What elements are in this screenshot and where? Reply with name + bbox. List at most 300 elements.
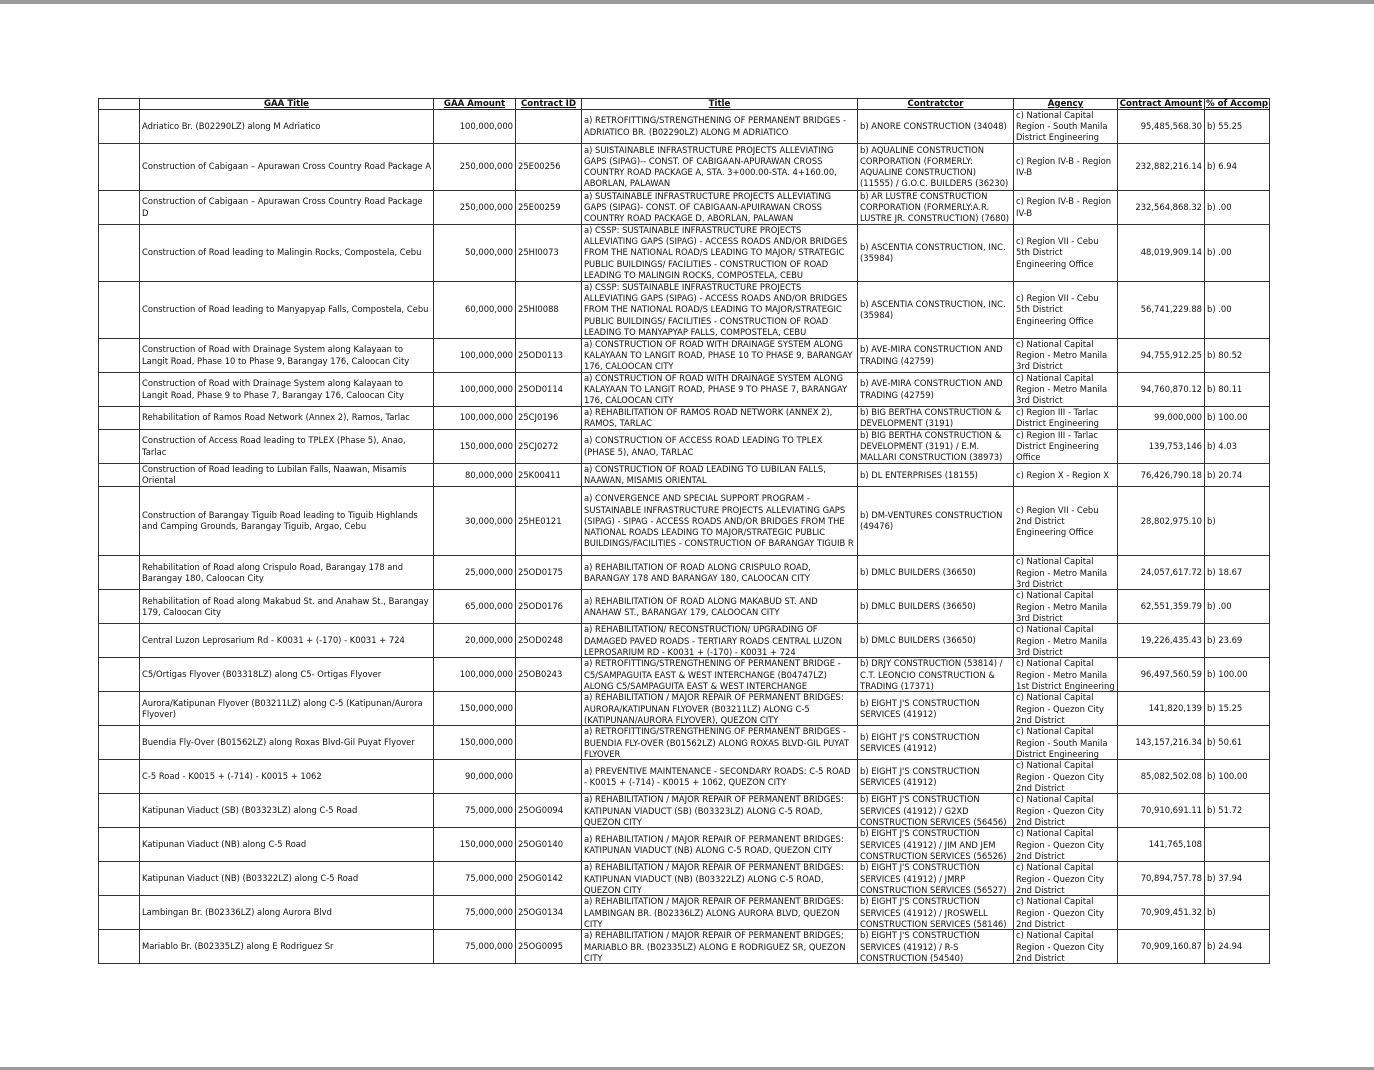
table-row	[99, 430, 1270, 464]
gaa-amount-text: 90,000,000	[465, 771, 513, 782]
agency-text: c) National Capital Region - Quezon City 2nd District	[1016, 828, 1104, 861]
project-title-cell	[582, 373, 858, 407]
gaa-title-text: Construction of Road leading to Manyapyap Falls, Compostela, Cebu	[142, 304, 429, 315]
contractor-cell	[858, 144, 1014, 191]
project-title-cell	[582, 794, 858, 828]
agency-text: c) National Capital Region - Metro Manila 3rd District	[1016, 556, 1108, 589]
table-row	[99, 862, 1270, 896]
agency-text: c) Region VII - Cebu 2nd District Engineering Office	[1016, 504, 1099, 537]
gaa-amount-text: 50,000,000	[465, 247, 513, 258]
gaa-title-cell	[140, 430, 434, 464]
contract-amount-text: 28,802,975.10	[1140, 515, 1202, 526]
gaa-amount-cell	[434, 828, 516, 862]
contractor-text: b) AR LUSTRE CONSTRUCTION CORPORATION (FORMERLY:A.R. LUSTRE JR. CONSTRUCTION) (7680)	[860, 191, 1010, 224]
accomplishment-text: b) 80.11	[1207, 383, 1243, 394]
contract-amount-text: 19,226,435.43	[1140, 635, 1202, 646]
gaa-title-text: Adriatico Br. (B02290LZ) along M Adriatico	[142, 120, 321, 131]
contract-id-text: 25E00259	[518, 201, 561, 212]
table-row	[99, 624, 1270, 658]
gaa-title-text: Katipunan Viaduct (SB) (B03323LZ) along C-5 Road	[142, 805, 358, 816]
agency-cell	[1014, 556, 1118, 590]
gaa-title-cell	[140, 828, 434, 862]
accomplishment-text: b) .00	[1207, 304, 1232, 315]
gaa-amount-text: 100,000,000	[459, 349, 513, 360]
contractor-text: b) BIG BERTHA CONSTRUCTION & DEVELOPMENT (3191)	[860, 407, 1002, 429]
contractor-text: b) EIGHT J'S CONSTRUCTION SERVICES (41912) / JMRP CONSTRUCTION SERVICES (56527)	[860, 862, 1007, 895]
gaa-title-cell	[140, 726, 434, 760]
project-title-text: a) CSSP: SUSTAINABLE INFRASTRUCTURE PROJECTS ALLEVIATING GAPS (SIPAG) - ACCESS ROADS AND/OR BRIDGES FROM THE NATIONAL ROAD/S LEADING TO MAJOR/STRATEGIC PUBLIC BUILDINGS/ FACILITIES - CONSTRUCTION OF ROAD LEADING TO MANYAPYAP FALLS, COMPOSTELA, CEBU	[584, 282, 848, 337]
contract-amount-cell	[1118, 930, 1205, 964]
contract-id-cell	[516, 191, 582, 225]
project-title-text: a) CSSP: SUSTAINABLE INFRASTRUCTURE PROJECTS ALLEVIATING GAPS (SIPAG) - ACCESS ROADS AND/OR BRIDGES FROM THE NATIONAL ROAD/S LEADING TO MAJOR/ STRATEGIC PUBLIC BUILDINGS/ FACILITIES - CONSTRUCTION OF ROAD LEADING TO MALINGIN ROCKS, COMPOSTELA, CEBU	[584, 225, 848, 280]
agency-cell	[1014, 624, 1118, 658]
gaa-title-text: Central Luzon Leprosarium Rd - K0031 + (-170) - K0031 + 724	[142, 635, 405, 646]
project-title-text: a) REHABILITATION / MAJOR REPAIR OF PERMANENT BRIDGES: KATIPUNAN VIADUCT (SB) (B03323LZ) ALONG C-5 ROAD, QUEZON CITY	[584, 794, 844, 827]
gaa-amount-cell	[434, 590, 516, 624]
table-row	[99, 487, 1270, 556]
gaa-amount-cell	[434, 794, 516, 828]
gaa-title-cell	[140, 487, 434, 556]
table-row	[99, 339, 1270, 373]
project-title-text: a) REHABILITATION / MAJOR REPAIR OF PERMANENT BRIDGES; MARIABLO BR. (B02335LZ) ALONG E RODRIGUEZ SR, QUEZON CITY	[584, 930, 846, 963]
accomplishment-cell	[1205, 487, 1270, 556]
contract-amount-text: 70,909,160.87	[1140, 941, 1202, 952]
contractor-cell	[858, 726, 1014, 760]
contract-id-cell	[516, 144, 582, 191]
project-title-cell	[582, 930, 858, 964]
contract-id-cell	[516, 464, 582, 487]
gaa-amount-cell	[434, 692, 516, 726]
agency-text: c) National Capital Region - Metro Manila 3rd District	[1016, 624, 1108, 657]
header-title: Title	[582, 99, 858, 110]
contract-amount-cell	[1118, 225, 1205, 282]
contract-amount-cell	[1118, 794, 1205, 828]
gaa-amount-text: 65,000,000	[465, 601, 513, 612]
project-title-cell	[582, 144, 858, 191]
project-title-cell	[582, 407, 858, 430]
row-index-cell	[99, 896, 140, 930]
gaa-title-cell	[140, 373, 434, 407]
gaa-title-text: Construction of Road leading to Malingin Rocks, Compostela, Cebu	[142, 247, 422, 258]
accomplishment-text: b) 4.03	[1207, 440, 1237, 451]
agency-text: c) National Capital Region - Metro Manila 3rd District	[1016, 339, 1108, 372]
gaa-amount-cell	[434, 726, 516, 760]
gaa-amount-text: 75,000,000	[465, 941, 513, 952]
contractor-text: b) ANORE CONSTRUCTION (34048)	[860, 120, 1007, 131]
header-index	[99, 99, 140, 110]
gaa-title-text: Rehabilitation of Ramos Road Network (Annex 2), Ramos, Tarlac	[142, 412, 410, 423]
contractor-cell	[858, 373, 1014, 407]
gaa-title-text: Aurora/Katipunan Flyover (B03211LZ) along C-5 (Katipunan/Aurora Flyover)	[142, 697, 423, 719]
gaa-title-text: Construction of Road with Drainage System along Kalayaan to Langit Road, Phase 10 to Phase 9, Barangay 176, Caloocan City	[142, 344, 410, 366]
contractor-text: b) DRJY CONSTRUCTION (53814) / C.T. LEONCIO CONSTRUCTION & TRADING (17371)	[860, 658, 1003, 691]
contract-id-text: 25HE0121	[518, 515, 562, 526]
contract-amount-text: 70,910,691.11	[1140, 805, 1202, 816]
gaa-title-cell	[140, 896, 434, 930]
gaa-amount-cell	[434, 282, 516, 339]
agency-text: c) National Capital Region - South Manila District Engineering	[1016, 726, 1108, 759]
contract-amount-text: 232,882,216.14	[1135, 161, 1202, 172]
gaa-amount-text: 60,000,000	[465, 304, 513, 315]
gaa-title-text: Katipunan Viaduct (NB) along C-5 Road	[142, 839, 307, 850]
gaa-amount-cell	[434, 407, 516, 430]
contract-amount-cell	[1118, 760, 1205, 794]
contracts-table	[98, 98, 1270, 964]
contract-amount-text: 143,157,216.34	[1135, 737, 1202, 748]
contract-amount-text: 85,082,502.08	[1140, 771, 1202, 782]
contract-amount-cell	[1118, 828, 1205, 862]
contract-amount-cell	[1118, 430, 1205, 464]
contract-id-text: 25E00256	[518, 161, 561, 172]
project-title-cell	[582, 191, 858, 225]
table-row	[99, 144, 1270, 191]
agency-text: c) Region III - Tarlac District Engineering Office	[1016, 430, 1099, 463]
contract-amount-text: 232,564,868.32	[1135, 201, 1202, 212]
contract-amount-cell	[1118, 658, 1205, 692]
accomplishment-cell	[1205, 896, 1270, 930]
contract-amount-cell	[1118, 373, 1205, 407]
contract-id-cell	[516, 896, 582, 930]
header-contractor: Contratctor	[858, 99, 1014, 110]
contractor-cell	[858, 464, 1014, 487]
contract-id-text: 25OG0095	[518, 941, 564, 952]
contract-amount-text: 70,894,757.78	[1140, 873, 1202, 884]
contractor-cell	[858, 794, 1014, 828]
agency-cell	[1014, 430, 1118, 464]
contract-id-text: 25OD0248	[518, 635, 564, 646]
contract-amount-cell	[1118, 339, 1205, 373]
contract-id-text: 25OD0175	[518, 567, 564, 578]
project-title-cell	[582, 225, 858, 282]
project-title-cell	[582, 590, 858, 624]
accomplishment-cell	[1205, 110, 1270, 144]
agency-text: c) National Capital Region - Quezon City 2nd District	[1016, 692, 1104, 725]
contract-id-text: 25CJ0272	[518, 440, 559, 451]
gaa-title-cell	[140, 624, 434, 658]
project-title-text: a) REHABILITATION / MAJOR REPAIR OF PERMANENT BRIDGES: AURORA/KATIPUNAN FLYOVER (B03211LZ) ALONG C-5 (KATIPUNAN/AURORA FLYOVER), QUEZON CITY	[584, 692, 844, 725]
gaa-amount-text: 20,000,000	[465, 635, 513, 646]
contractor-cell	[858, 487, 1014, 556]
gaa-amount-cell	[434, 373, 516, 407]
contract-id-cell	[516, 556, 582, 590]
gaa-amount-cell	[434, 191, 516, 225]
contract-id-cell	[516, 624, 582, 658]
gaa-title-text: Construction of Road leading to Lubilan Falls, Naawan, Misamis Oriental	[142, 464, 407, 486]
row-index-cell	[99, 110, 140, 144]
accomplishment-text: b) 20.74	[1207, 469, 1243, 480]
project-title-text: a) PREVENTIVE MAINTENANCE - SECONDARY ROADS: C-5 ROAD - K0015 + (-714) - K0015 + 1062, QUEZON CITY	[584, 765, 851, 787]
table-row	[99, 828, 1270, 862]
contractor-text: b) DMLC BUILDERS (36650)	[860, 567, 976, 578]
accomplishment-text: b) .00	[1207, 601, 1232, 612]
contract-amount-cell	[1118, 191, 1205, 225]
accomplishment-cell	[1205, 339, 1270, 373]
table-row	[99, 464, 1270, 487]
accomplishment-cell	[1205, 556, 1270, 590]
row-index-cell	[99, 191, 140, 225]
agency-text: c) Region VII - Cebu 5th District Engineering Office	[1016, 293, 1099, 326]
agency-cell	[1014, 339, 1118, 373]
gaa-title-cell	[140, 225, 434, 282]
header-gaa-amount: GAA Amount	[434, 99, 516, 110]
gaa-amount-text: 80,000,000	[465, 469, 513, 480]
contract-id-text: 25OD0176	[518, 601, 564, 612]
contract-amount-cell	[1118, 282, 1205, 339]
project-title-text: a) CONSTRUCTION OF ROAD WITH DRAINAGE SYSTEM ALONG KALAYAAN TO LANGIT ROAD, PHASE 10 TO PHASE 9, BARANGAY 176, CALOOCAN CITY	[584, 339, 853, 372]
contract-amount-cell	[1118, 862, 1205, 896]
contract-id-text: 25OG0134	[518, 907, 564, 918]
agency-text: c) National Capital Region - Quezon City 2nd District	[1016, 930, 1104, 963]
contract-amount-text: 70,909,451.32	[1140, 907, 1202, 918]
accomplishment-cell	[1205, 590, 1270, 624]
accomplishment-text: b) 51.72	[1207, 805, 1243, 816]
contract-id-text: 25OG0142	[518, 873, 564, 884]
gaa-title-text: Buendia Fly-Over (B01562LZ) along Roxas Blvd-Gil Puyat Flyover	[142, 737, 415, 748]
header-gaa-title: GAA Title	[140, 99, 434, 110]
contract-amount-text: 141,765,108	[1148, 839, 1202, 850]
agency-cell	[1014, 862, 1118, 896]
table-row	[99, 896, 1270, 930]
gaa-title-cell	[140, 658, 434, 692]
gaa-amount-cell	[434, 760, 516, 794]
agency-text: c) National Capital Region - Metro Manila 3rd District	[1016, 373, 1108, 406]
row-index-cell	[99, 760, 140, 794]
accomplishment-cell	[1205, 760, 1270, 794]
agency-text: c) Region III - Tarlac District Engineering	[1016, 407, 1099, 429]
agency-cell	[1014, 760, 1118, 794]
row-index-cell	[99, 339, 140, 373]
gaa-amount-text: 250,000,000	[459, 161, 513, 172]
gaa-amount-cell	[434, 464, 516, 487]
accomplishment-text: b)	[1207, 907, 1216, 918]
contract-id-cell	[516, 430, 582, 464]
project-title-text: a) REHABILITATION / MAJOR REPAIR OF PERMANENT BRIDGES: KATIPUNAN VIADUCT (NB) (B03322LZ) ALONG C-5 ROAD, QUEZON CITY	[584, 862, 844, 895]
contract-amount-cell	[1118, 692, 1205, 726]
header-contract-amount: Contract Amount	[1118, 99, 1205, 110]
accomplishment-cell	[1205, 430, 1270, 464]
accomplishment-cell	[1205, 282, 1270, 339]
accomplishment-text: b) 15.25	[1207, 703, 1243, 714]
project-title-text: a) RETROFITTING/STRENGTHENING OF PERMANENT BRIDGE - C5/SAMPAGUITA EAST & WEST INTERCHANGE (B04747LZ) ALONG C5/SAMPAGUITA EAST & WEST INTERCHANGE	[584, 658, 841, 691]
contract-id-cell	[516, 862, 582, 896]
contract-id-cell	[516, 930, 582, 964]
gaa-amount-text: 25,000,000	[465, 567, 513, 578]
project-title-cell	[582, 726, 858, 760]
table-row	[99, 556, 1270, 590]
contractor-cell	[858, 692, 1014, 726]
agency-text: c) Region VII - Cebu 5th District Engineering Office	[1016, 236, 1099, 269]
table-row	[99, 760, 1270, 794]
gaa-title-text: C-5 Road - K0015 + (-714) - K0015 + 1062	[142, 771, 322, 782]
row-index-cell	[99, 430, 140, 464]
gaa-amount-text: 150,000,000	[459, 440, 513, 451]
project-title-cell	[582, 556, 858, 590]
row-index-cell	[99, 144, 140, 191]
contract-amount-cell	[1118, 726, 1205, 760]
contract-amount-text: 96,497,560.59	[1140, 669, 1202, 680]
project-title-cell	[582, 828, 858, 862]
contractor-text: b) DM-VENTURES CONSTRUCTION (49476)	[860, 510, 1003, 532]
contractor-cell	[858, 828, 1014, 862]
contractor-cell	[858, 556, 1014, 590]
header-contract-id: Contract ID	[516, 99, 582, 110]
table-row	[99, 658, 1270, 692]
gaa-title-text: Rehabilitation of Road along Crispulo Road, Barangay 178 and Barangay 180, Caloocan City	[142, 561, 404, 583]
contractor-text: b) DMLC BUILDERS (36650)	[860, 601, 976, 612]
gaa-title-cell	[140, 282, 434, 339]
gaa-title-cell	[140, 556, 434, 590]
contract-id-text: 25CJ0196	[518, 412, 559, 423]
contractor-text: b) AVE-MIRA CONSTRUCTION AND TRADING (42759)	[860, 378, 1003, 400]
gaa-amount-text: 100,000,000	[459, 120, 513, 131]
contract-amount-text: 99,000,000	[1154, 412, 1202, 423]
project-title-cell	[582, 896, 858, 930]
row-index-cell	[99, 373, 140, 407]
accomplishment-text: b) 18.67	[1207, 567, 1243, 578]
gaa-amount-text: 150,000,000	[459, 737, 513, 748]
agency-text: c) National Capital Region - Quezon City 2nd District	[1016, 794, 1104, 827]
gaa-amount-text: 150,000,000	[459, 703, 513, 714]
accomplishment-cell	[1205, 464, 1270, 487]
table-row	[99, 407, 1270, 430]
contract-amount-cell	[1118, 487, 1205, 556]
project-title-text: a) CONSTRUCTION OF ACCESS ROAD LEADING TO TPLEX (PHASE 5), ANAO, TARLAC	[584, 435, 823, 457]
contract-id-text: 25HI0088	[518, 304, 559, 315]
project-title-text: a) REHABILITATION OF ROAD ALONG MAKABUD ST. AND ANAHAW ST., BARANGAY 179, CALOOCAN CITY	[584, 595, 818, 617]
project-title-text: a) SUISTAINABLE INFRASTRUCTURE PROJECTS ALLEVIATING GAPS (SIPAG)-- CONST. OF CABIGAAN-APURAWAN CROSS COUNTRY ROAD PACKAGE A, STA. 3+000.00-STA. 4+160.00, ABORLAN, PALAWAN	[584, 144, 837, 189]
gaa-title-cell	[140, 930, 434, 964]
accomplishment-cell	[1205, 373, 1270, 407]
accomplishment-text: b) 23.69	[1207, 635, 1243, 646]
contractor-text: b) EIGHT J'S CONSTRUCTION SERVICES (41912) / JIM AND JEM CONSTRUCTION SERVICES (56526)	[860, 828, 1007, 861]
contractor-text: b) EIGHT J'S CONSTRUCTION SERVICES (41912)	[860, 765, 980, 787]
accomplishment-text: b) 100.00	[1207, 412, 1248, 423]
contract-amount-cell	[1118, 896, 1205, 930]
agency-cell	[1014, 144, 1118, 191]
agency-cell	[1014, 225, 1118, 282]
gaa-amount-cell	[434, 658, 516, 692]
gaa-title-cell	[140, 191, 434, 225]
agency-cell	[1014, 726, 1118, 760]
gaa-title-cell	[140, 760, 434, 794]
row-index-cell	[99, 726, 140, 760]
project-title-cell	[582, 862, 858, 896]
agency-cell	[1014, 794, 1118, 828]
gaa-amount-cell	[434, 862, 516, 896]
gaa-title-text: Rehabilitation of Road along Makabud St. and Anahaw St., Barangay 179, Caloocan City	[142, 595, 429, 617]
gaa-amount-cell	[434, 144, 516, 191]
contract-id-cell	[516, 726, 582, 760]
accomplishment-cell	[1205, 407, 1270, 430]
contract-id-cell	[516, 282, 582, 339]
contract-amount-cell	[1118, 110, 1205, 144]
accomplishment-text: b) 100.00	[1207, 669, 1248, 680]
agency-cell	[1014, 464, 1118, 487]
agency-cell	[1014, 896, 1118, 930]
gaa-title-text: Construction of Cabigaan – Apurawan Cross Country Road Package A	[142, 161, 431, 172]
contract-id-cell	[516, 658, 582, 692]
project-title-cell	[582, 658, 858, 692]
contract-id-cell	[516, 407, 582, 430]
contract-amount-text: 94,760,870.12	[1140, 383, 1202, 394]
contract-amount-text: 76,426,790.18	[1140, 469, 1202, 480]
contract-amount-cell	[1118, 624, 1205, 658]
gaa-amount-cell	[434, 430, 516, 464]
gaa-title-text: C5/Ortigas Flyover (B03318LZ) along C5- Ortigas Flyover	[142, 669, 382, 680]
contract-id-cell	[516, 373, 582, 407]
agency-cell	[1014, 110, 1118, 144]
agency-text: c) Region X - Region X	[1016, 469, 1110, 480]
contractor-text: b) ASCENTIA CONSTRUCTION, INC. (35984)	[860, 298, 1006, 320]
gaa-amount-cell	[434, 896, 516, 930]
accomplishment-cell	[1205, 794, 1270, 828]
gaa-amount-text: 100,000,000	[459, 412, 513, 423]
gaa-amount-text: 75,000,000	[465, 805, 513, 816]
agency-cell	[1014, 930, 1118, 964]
gaa-title-text: Construction of Access Road leading to TPLEX (Phase 5), Anao, Tarlac	[142, 435, 406, 457]
project-title-cell	[582, 110, 858, 144]
accomplishment-text: b) .00	[1207, 247, 1232, 258]
table-row	[99, 110, 1270, 144]
contractor-text: b) BIG BERTHA CONSTRUCTION & DEVELOPMENT (3191) / E.M. MALLARI CONSTRUCTION (38973)	[860, 430, 1003, 463]
contract-id-cell	[516, 760, 582, 794]
gaa-amount-text: 100,000,000	[459, 383, 513, 394]
contract-amount-text: 48,019,909.14	[1140, 247, 1202, 258]
gaa-title-text: Construction of Cabigaan – Apurawan Cross Country Road Package D	[142, 196, 423, 218]
table-row	[99, 590, 1270, 624]
contract-id-text: 25HI0073	[518, 247, 559, 258]
row-index-cell	[99, 624, 140, 658]
accomplishment-cell	[1205, 862, 1270, 896]
contract-amount-cell	[1118, 144, 1205, 191]
contractor-cell	[858, 407, 1014, 430]
accomplishment-text: b) 37.94	[1207, 873, 1243, 884]
gaa-title-cell	[140, 339, 434, 373]
contract-amount-text: 141,820,139	[1148, 703, 1202, 714]
agency-text: c) Region IV-B - Region IV-B	[1016, 155, 1112, 177]
row-index-cell	[99, 590, 140, 624]
contract-id-cell	[516, 110, 582, 144]
gaa-amount-text: 100,000,000	[459, 669, 513, 680]
accomplishment-text: b) 6.94	[1207, 161, 1237, 172]
contractor-text: b) DL ENTERPRISES (18155)	[860, 469, 978, 480]
agency-cell	[1014, 828, 1118, 862]
contractor-text: b) AVE-MIRA CONSTRUCTION AND TRADING (42759)	[860, 344, 1003, 366]
table-row	[99, 225, 1270, 282]
contractor-cell	[858, 896, 1014, 930]
contract-amount-cell	[1118, 556, 1205, 590]
contractor-cell	[858, 191, 1014, 225]
row-index-cell	[99, 930, 140, 964]
contract-amount-text: 139,753,146	[1148, 440, 1202, 451]
accomplishment-text: b) 55.25	[1207, 120, 1243, 131]
contractor-cell	[858, 430, 1014, 464]
project-title-text: a) REHABILITATION / MAJOR REPAIR OF PERMANENT BRIDGES: KATIPUNAN VIADUCT (NB) ALONG C-5 ROAD, QUEZON CITY	[584, 833, 844, 855]
gaa-title-text: Katipunan Viaduct (NB) (B03322LZ) along C-5 Road	[142, 873, 359, 884]
contract-amount-text: 95,485,568.30	[1140, 120, 1202, 131]
agency-cell	[1014, 373, 1118, 407]
gaa-title-cell	[140, 407, 434, 430]
gaa-amount-cell	[434, 110, 516, 144]
project-title-text: a) CONVERGENCE AND SPECIAL SUPPORT PROGRAM - SUSTAINABLE INFRASTRUCTURE PROJECTS ALLEVIATING GAPS (SIPAG) - SIPAG - ACCESS ROADS AND/OR BRIDGES FROM THE NATIONAL ROADS LEADING TO MAJOR/STRATEGIC PUBLIC BUILDINGS/FACILITIES - CONSTRUCTION OF BARANGAY TIGUIB R	[584, 493, 854, 549]
contract-amount-cell	[1118, 407, 1205, 430]
contract-id-text: 25OB0243	[518, 669, 563, 680]
row-index-cell	[99, 487, 140, 556]
gaa-amount-text: 75,000,000	[465, 873, 513, 884]
contractor-text: b) DMLC BUILDERS (36650)	[860, 635, 976, 646]
contractor-text: b) ASCENTIA CONSTRUCTION, INC. (35984)	[860, 241, 1006, 263]
accomplishment-cell	[1205, 658, 1270, 692]
